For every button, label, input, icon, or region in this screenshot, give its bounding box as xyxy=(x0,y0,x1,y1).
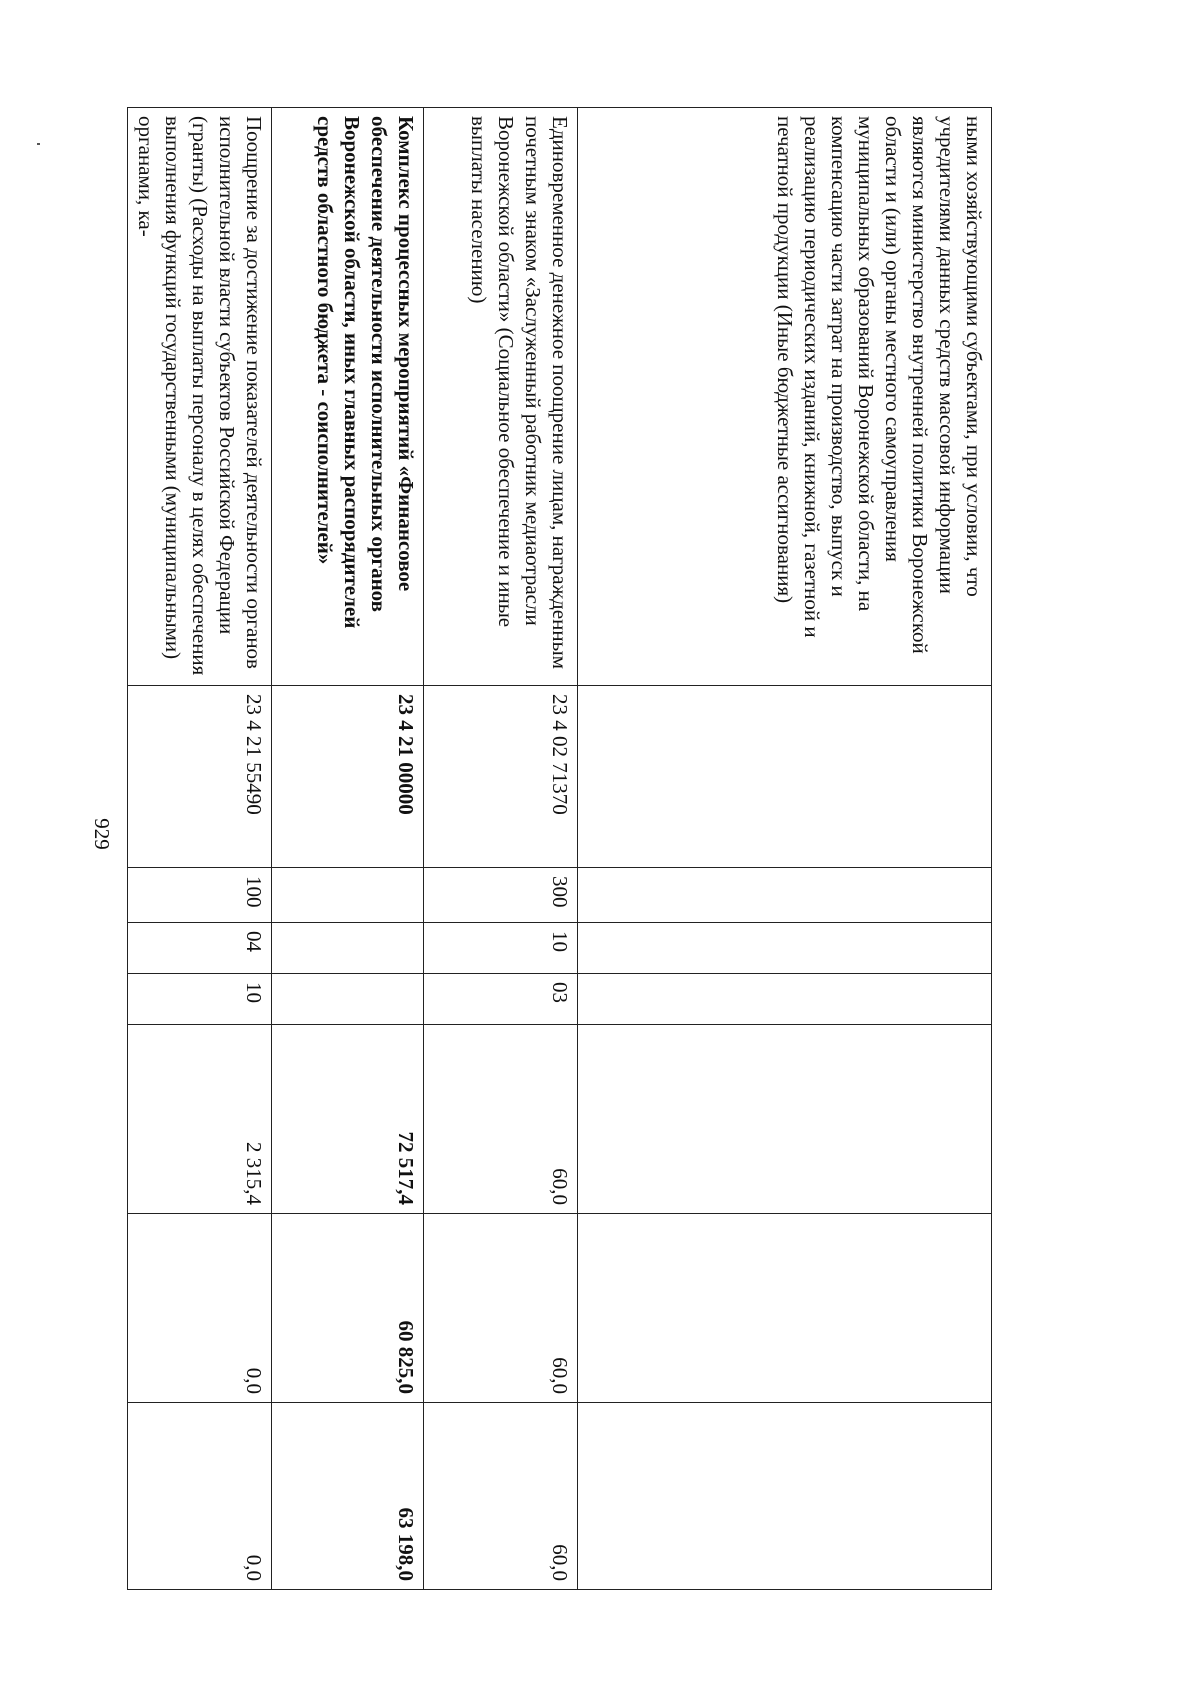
row-amount-year1 xyxy=(578,1025,992,1214)
table-row xyxy=(272,108,424,1590)
row-subsection: 03 xyxy=(424,974,578,1025)
row-section: 10 xyxy=(424,923,578,974)
row-subsection xyxy=(578,974,992,1025)
row-section xyxy=(272,923,424,974)
row-target-code: 23 4 21 00000 xyxy=(272,686,424,868)
row-amount-year3: 0,0 xyxy=(128,1403,272,1590)
row-name: Единовременное денежное поощрение лицам, награжденным почетным знаком «Заслуженный работник медиаотрасли Воронежской области» (Социальное обеспечение и иные выплаты населению) xyxy=(424,108,578,686)
row-amount-year2: 60 825,0 xyxy=(272,1214,424,1403)
table-row xyxy=(128,108,272,1590)
scan-speck xyxy=(37,143,40,145)
row-amount-year1: 72 517,4 xyxy=(272,1025,424,1214)
row-name: Комплекс процессных мероприятий «Финансовое обеспечение деятельности исполнительных органов Воронежской области, иных главных распорядителей средств областного бюджета - соисполнителей» xyxy=(272,108,424,686)
row-amount-year1: 2 315,4 xyxy=(128,1025,272,1214)
row-amount-year1: 60,0 xyxy=(424,1025,578,1214)
row-subsection: 10 xyxy=(128,974,272,1025)
row-amount-year2: 0,0 xyxy=(128,1214,272,1403)
row-amount-year3 xyxy=(578,1403,992,1590)
row-name: ными хозяйствующими субъектами, при условии, что учредителями данных средств массовой информации являются министерство внутренней политики Воронежской области и (или) органы местного самоуправления муниципальных образований Воронежской области, на компенсацию части затрат на производство, выпуск и реализацию периодических изданий, книжной, газетной и печатной продукции (Иные бюджетные ассигнования) xyxy=(578,108,992,686)
table-stage xyxy=(134,107,992,1589)
rotated-table-wrapper xyxy=(134,107,992,1589)
table-row xyxy=(424,108,578,1590)
row-section xyxy=(578,923,992,974)
row-expense-type xyxy=(272,868,424,923)
page-number: 929 xyxy=(90,818,114,850)
row-section: 04 xyxy=(128,923,272,974)
row-amount-year2 xyxy=(578,1214,992,1403)
row-target-code xyxy=(578,686,992,868)
row-expense-type: 100 xyxy=(128,868,272,923)
row-target-code: 23 4 02 71370 xyxy=(424,686,578,868)
budget-table xyxy=(127,107,992,1590)
row-name: Поощрение за достижение показателей деятельности органов исполнительной власти субъектов Российской Федерации (гранты) (Расходы на выплаты персоналу в целях обеспечения выполнения функций государственными (муниципальными) органами, ка- xyxy=(128,108,272,686)
row-amount-year2: 60,0 xyxy=(424,1214,578,1403)
row-expense-type xyxy=(578,868,992,923)
row-expense-type: 300 xyxy=(424,868,578,923)
table-row xyxy=(578,108,992,1590)
row-target-code: 23 4 21 55490 xyxy=(128,686,272,868)
row-amount-year3: 60,0 xyxy=(424,1403,578,1590)
row-amount-year3: 63 198,0 xyxy=(272,1403,424,1590)
row-subsection xyxy=(272,974,424,1025)
